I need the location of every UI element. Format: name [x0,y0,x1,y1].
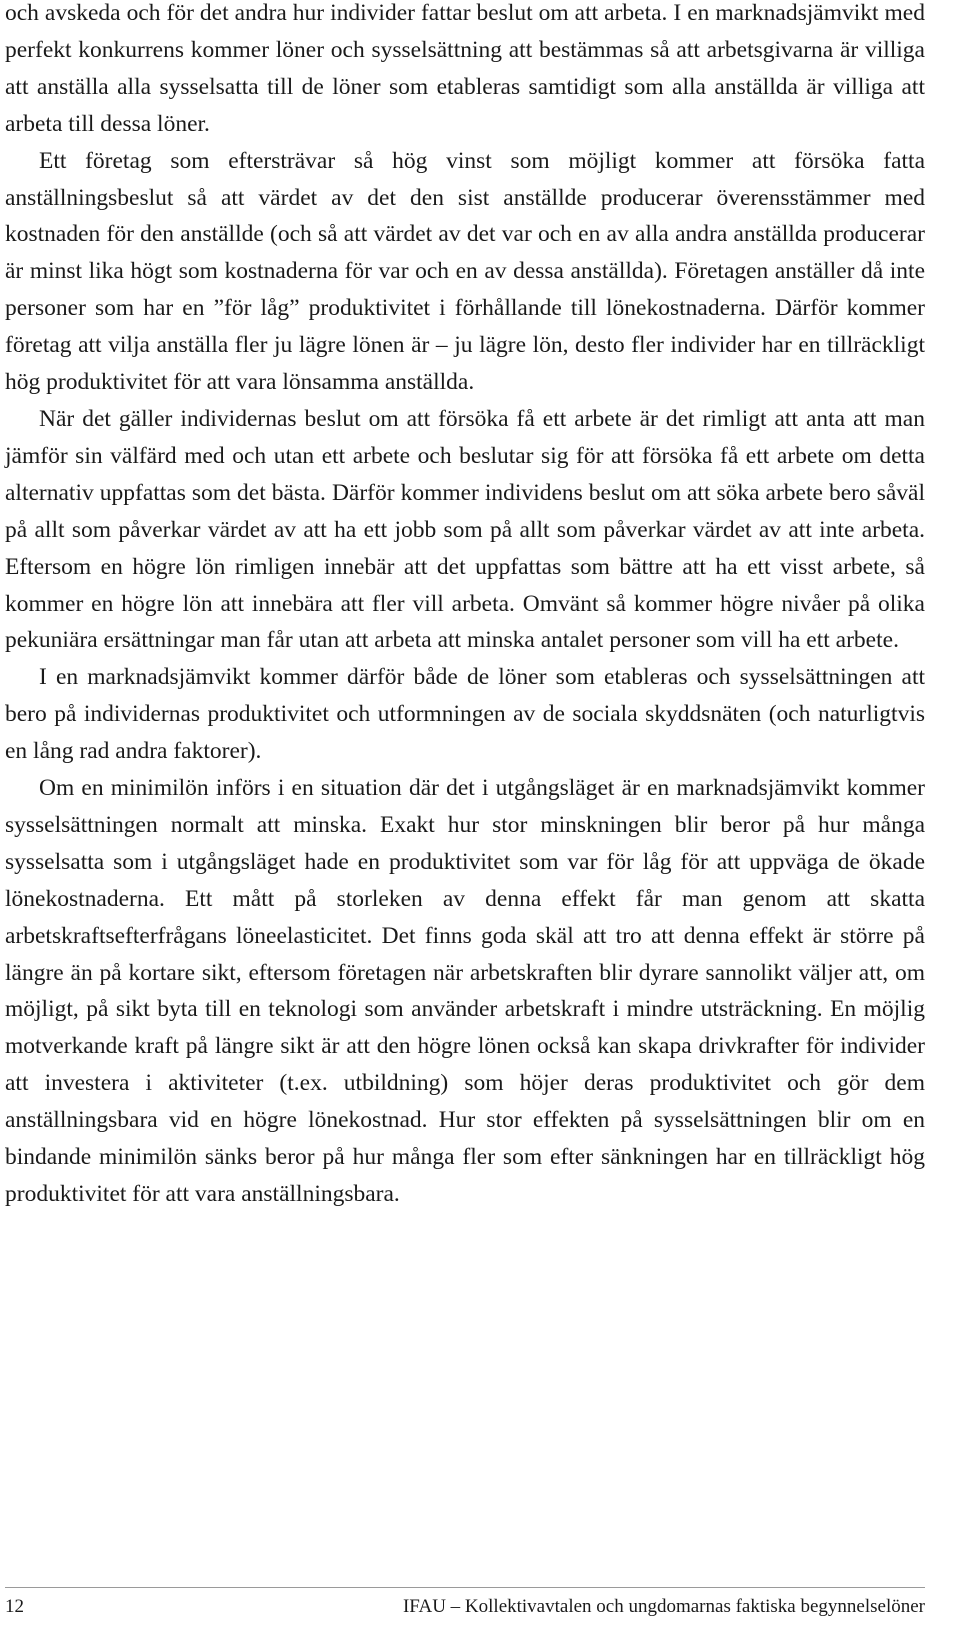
running-title: IFAU – Kollektivavtalen och ungdomarnas faktiska begynnelselöner [402,1596,925,1617]
paragraph-5: Om en minimilön införs i en situation där det i utgångsläget är en marknadsjämvikt kommer sysselsättningen normalt att minska. Exakt hur stor minskningen blir beror på hur många sysselsatta som i utgångsläget hade en produktivitet som var för låg för att uppväga de ökade lönekostnaderna. Ett mått på storleken av denna effekt får man genom att skatta arbetskraftsefterfrågans löneelasticitet. Det finns goda skäl att tro att denna effekt är större på längre än på kortare sikt, eftersom företagen när arbetskraften blir dyrare sannolikt väljer att, om möjligt, på sikt byta till en teknologi som använder arbetskraft i mindre utsträckning. En möjlig motverkande kraft på längre sikt är att den högre lönen också kan skapa drivkrafter för individer att investera i aktiviteter (t.ex. utbildning) som höjer deras produktivitet och gör dem anställningsbara vid en högre lönekostnad. Hur stor effekten på sysselsättningen blir om en bindande minimilön sänks beror på hur många fler som efter sänkningen har en tillräckligt hög produktivitet för att vara anställningsbara. [5,775,925,1207]
paragraph-4: I en marknadsjämvikt kommer därför både de löner som etableras och sysselsättningen att bero på individernas produktivitet och utformningen av de sociala skyddsnäten (och naturligtvis en lång rad andra faktorer). [5,664,925,765]
paragraph-1: och avskeda och för det andra hur individer fattar beslut om att arbeta. I en marknadsjämvikt med perfekt konkurrens kommer löner och sysselsättning att bestämmas så att arbetsgivarna är villiga att anställa alla sysselsatta till de löner som etableras samtidigt som alla anställda är villiga att arbeta till dessa löner. [5,0,925,137]
paragraph-3: När det gäller individernas beslut om att försöka få ett arbete är det rimligt att anta att man jämför sin välfärd med och utan ett arbete och beslutar sig för att försöka få ett arbete om detta alternativ uppfattas som det bästa. Därför kommer individens beslut om att söka arbete bero såväl på allt som påverkar värdet av att ha ett jobb som på allt som påverkar värdet av att inte arbeta. Eftersom en högre lön rimligen innebär att det uppfattas som bättre att ha ett visst arbete, så kommer en högre lön att innebära att fler vill arbeta. Omvänt så kommer högre nivåer på olika pekuniära ersättningar man får utan att arbeta att minska antalet personer som vill ha ett arbete. [5,405,925,654]
page-number: 12 [5,1596,24,1617]
footer-divider [5,1587,925,1588]
page-footer [5,1592,925,1622]
paragraph-2: Ett företag som eftersträvar så hög vinst som möjligt kommer att försöka fatta anställningsbeslut så att värdet av det den sist anställde producerar överensstämmer med kostnaden för den anställde (och så att värdet av det var och en av alla andra anställda producerar är minst lika högt som kostnaderna för var och en av dessa anställda). Företagen anställer då inte personer som har en ”för låg” produktivitet i förhållande till lönekostnaderna. Därför kommer företag att vilja anställa fler ju lägre lönen är – ju lägre lön, desto fler individer har en tillräckligt hög produktivitet för att vara lönsamma anställda. [5,147,925,396]
body-text [5,0,925,1213]
